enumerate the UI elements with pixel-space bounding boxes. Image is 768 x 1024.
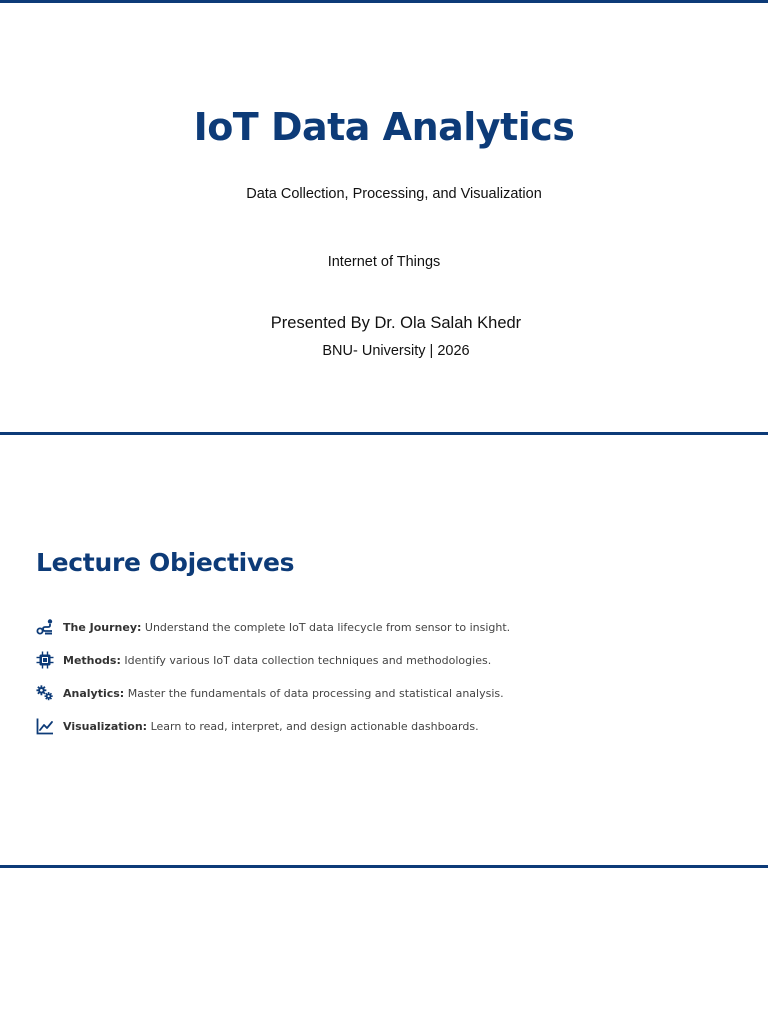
- objective-label: Visualization:: [63, 719, 148, 733]
- route-icon: [36, 618, 54, 636]
- gears-icon: [36, 684, 54, 702]
- objective-label: Methods:: [63, 653, 121, 667]
- slide-divider: [0, 432, 768, 435]
- objective-description: Master the fundamentals of data processing and statistical analysis.: [124, 686, 504, 700]
- objective-analytics: [36, 683, 736, 703]
- objective-description: Understand the complete IoT data lifecycle from sensor to insight.: [141, 620, 511, 634]
- objective-description: Identify various IoT data collection techniques and methodologies.: [120, 653, 492, 667]
- presentation-subtitle: Data Collection, Processing, and Visualization: [246, 186, 542, 202]
- course-name: Internet of Things: [327, 254, 441, 270]
- line-chart-icon: [36, 717, 54, 735]
- top-divider: [0, 0, 768, 3]
- objective-journey: [36, 617, 736, 637]
- objective-label: The Journey:: [63, 620, 142, 634]
- chip-icon: [36, 651, 54, 669]
- presentation-title: IoT Data Analytics: [193, 105, 575, 149]
- presenter-name: Presented By Dr. Ola Salah Khedr: [270, 314, 522, 332]
- objective-visualization: [36, 716, 736, 736]
- objectives-list: [36, 617, 736, 749]
- objective-label: Analytics:: [63, 686, 125, 700]
- objective-methods: [36, 650, 736, 670]
- bottom-divider: [0, 865, 768, 868]
- affiliation: BNU- University | 2026: [322, 343, 470, 359]
- objectives-heading: Lecture Objectives: [36, 548, 295, 577]
- objective-description: Learn to read, interpret, and design actionable dashboards.: [147, 719, 479, 733]
